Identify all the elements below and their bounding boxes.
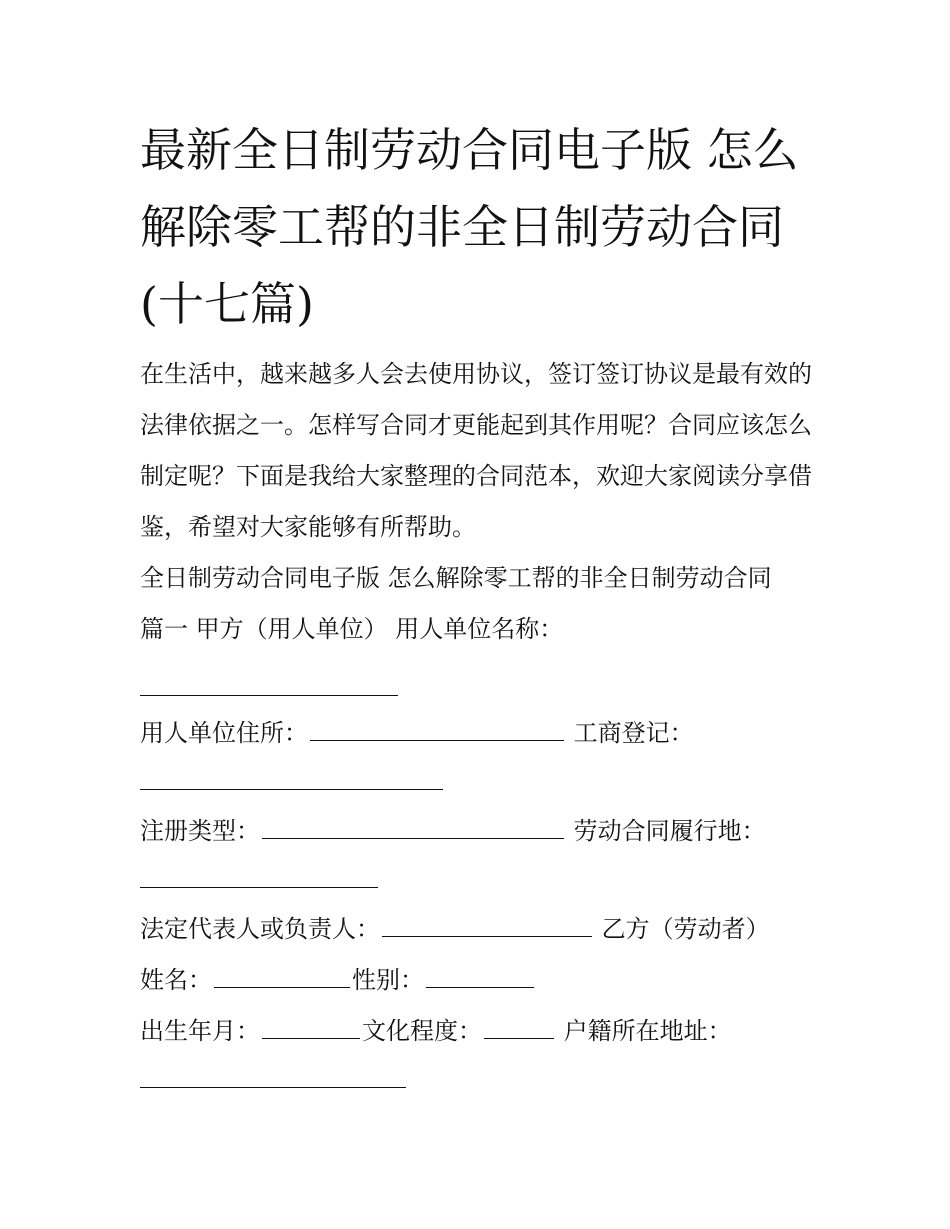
contract-subtitle: 全日制劳动合同电子版 怎么解除零工帮的非全日制劳动合同 [140,564,772,592]
birth-education-row [140,1006,820,1057]
employer-address-row [140,708,820,759]
legal-rep-row [140,904,820,955]
gender-label: 性别： [352,966,424,994]
party-b-label: 乙方（劳动者） [601,915,770,943]
registration-type-row [140,806,820,857]
household-address-label: 户籍所在地址： [563,1017,732,1045]
education-label: 文化程度： [362,1017,482,1045]
registration-type-blank[interactable] [262,814,564,839]
birth-blank[interactable] [262,1014,360,1039]
business-registration-label: 工商登记： [573,719,694,747]
employer-address-blank[interactable] [310,716,564,741]
business-registration-blank[interactable] [140,759,443,790]
gender-blank[interactable] [426,963,534,988]
legal-rep-blank[interactable] [382,912,592,937]
employer-address-label: 用人单位住所： [140,719,308,747]
name-blank[interactable] [214,963,350,988]
household-address-blank[interactable] [140,1057,406,1088]
intro-paragraph: 在生活中，越来越多人会去使用协议，签订签订协议是最有效的法律依据之一。怎样写合同才更能起到其作用呢？合同应该怎么制定呢？下面是我给大家整理的合同范本，欢迎大家阅读分享借鉴，希望对大家能够有所帮助。 [140,360,812,541]
section-heading: 篇一 甲方（用人单位） 用人单位名称： [140,615,564,643]
contract-location-blank[interactable] [140,857,378,888]
employer-name-blank[interactable] [140,655,398,696]
document-page [140,112,820,1088]
legal-rep-label: 法定代表人或负责人： [140,915,380,943]
name-label: 姓名： [140,966,212,994]
document-title: 最新全日制劳动合同电子版 怎么解除零工帮的非全日制劳动合同(十七篇) [140,123,799,331]
name-gender-row [140,955,820,1006]
registration-type-label: 注册类型： [140,817,260,845]
education-blank[interactable] [484,1014,554,1039]
birth-label: 出生年月： [140,1017,260,1045]
contract-location-label: 劳动合同履行地： [573,817,766,845]
